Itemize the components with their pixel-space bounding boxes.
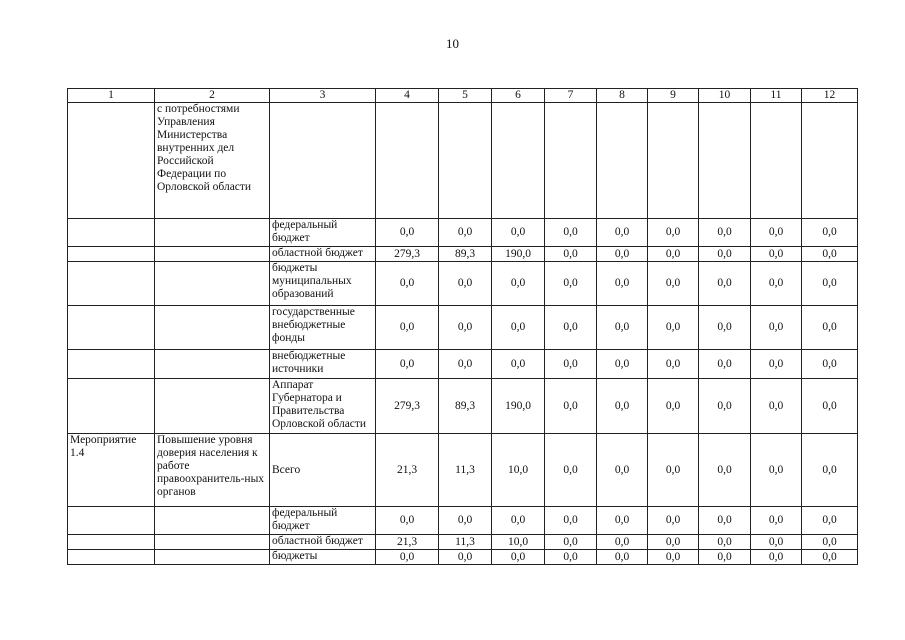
value-cell: 0,0 xyxy=(545,247,597,262)
table-row xyxy=(68,550,858,565)
funding-source-cell: областной бюджет xyxy=(270,247,376,262)
value-cell: 0,0 xyxy=(439,350,492,379)
value-cell xyxy=(597,103,648,219)
value-cell: 0,0 xyxy=(699,507,751,535)
value-cell: 0,0 xyxy=(545,262,597,306)
value-cell: 0,0 xyxy=(802,507,858,535)
value-cell: 0,0 xyxy=(751,507,802,535)
column-header: 5 xyxy=(439,89,492,103)
value-cell: 0,0 xyxy=(802,219,858,247)
activity-cell xyxy=(68,247,155,262)
value-cell: 0,0 xyxy=(492,262,545,306)
value-cell: 0,0 xyxy=(699,535,751,550)
value-cell: 21,3 xyxy=(376,535,439,550)
value-cell: 0,0 xyxy=(545,379,597,434)
activity-cell xyxy=(68,535,155,550)
funding-source-cell: Всего xyxy=(270,434,376,507)
value-cell: 0,0 xyxy=(699,350,751,379)
value-cell: 0,0 xyxy=(699,247,751,262)
column-header: 3 xyxy=(270,89,376,103)
value-cell: 0,0 xyxy=(751,219,802,247)
value-cell: 0,0 xyxy=(439,262,492,306)
table-row xyxy=(68,262,858,306)
description-cell xyxy=(155,247,270,262)
value-cell: 0,0 xyxy=(376,550,439,565)
value-cell: 0,0 xyxy=(597,262,648,306)
budget-table xyxy=(67,88,858,565)
table-row xyxy=(68,535,858,550)
funding-source-cell: внебюджетные источники xyxy=(270,350,376,379)
table-row xyxy=(68,350,858,379)
value-cell: 0,0 xyxy=(802,434,858,507)
value-cell: 0,0 xyxy=(802,350,858,379)
activity-cell xyxy=(68,262,155,306)
column-header: 4 xyxy=(376,89,439,103)
value-cell: 0,0 xyxy=(802,247,858,262)
value-cell: 0,0 xyxy=(545,507,597,535)
value-cell: 0,0 xyxy=(545,535,597,550)
value-cell: 10,0 xyxy=(492,535,545,550)
page-number: 10 xyxy=(446,36,459,51)
value-cell: 0,0 xyxy=(439,306,492,350)
value-cell: 0,0 xyxy=(597,550,648,565)
value-cell: 0,0 xyxy=(699,434,751,507)
funding-source-cell: федеральный бюджет xyxy=(270,507,376,535)
value-cell: 0,0 xyxy=(439,550,492,565)
value-cell: 0,0 xyxy=(648,350,699,379)
value-cell: 0,0 xyxy=(751,379,802,434)
value-cell: 0,0 xyxy=(376,262,439,306)
value-cell: 0,0 xyxy=(751,434,802,507)
funding-source-cell: государственные внебюджетные фонды xyxy=(270,306,376,350)
value-cell: 0,0 xyxy=(545,219,597,247)
value-cell: 0,0 xyxy=(802,550,858,565)
activity-cell xyxy=(68,306,155,350)
value-cell: 0,0 xyxy=(751,262,802,306)
activity-cell: Мероприятие 1.4 xyxy=(68,434,155,507)
value-cell: 89,3 xyxy=(439,379,492,434)
value-cell: 0,0 xyxy=(597,379,648,434)
value-cell: 0,0 xyxy=(648,550,699,565)
value-cell: 0,0 xyxy=(545,350,597,379)
value-cell: 0,0 xyxy=(597,434,648,507)
value-cell: 0,0 xyxy=(751,550,802,565)
value-cell: 0,0 xyxy=(376,219,439,247)
value-cell: 0,0 xyxy=(648,507,699,535)
value-cell: 190,0 xyxy=(492,247,545,262)
value-cell: 0,0 xyxy=(648,379,699,434)
value-cell: 0,0 xyxy=(802,262,858,306)
value-cell xyxy=(545,103,597,219)
value-cell xyxy=(751,103,802,219)
table-row xyxy=(68,507,858,535)
funding-source-cell xyxy=(270,103,376,219)
description-cell xyxy=(155,507,270,535)
value-cell: 89,3 xyxy=(439,247,492,262)
value-cell: 10,0 xyxy=(492,434,545,507)
value-cell: 0,0 xyxy=(492,350,545,379)
value-cell: 0,0 xyxy=(648,219,699,247)
value-cell xyxy=(802,103,858,219)
value-cell: 0,0 xyxy=(545,306,597,350)
table-row xyxy=(68,103,858,219)
value-cell: 0,0 xyxy=(648,535,699,550)
column-header: 6 xyxy=(492,89,545,103)
description-cell xyxy=(155,219,270,247)
value-cell xyxy=(648,103,699,219)
description-cell xyxy=(155,350,270,379)
value-cell: 0,0 xyxy=(802,379,858,434)
table-row xyxy=(68,306,858,350)
value-cell: 0,0 xyxy=(439,219,492,247)
value-cell: 0,0 xyxy=(597,306,648,350)
funding-source-cell: бюджеты муниципальных образований xyxy=(270,262,376,306)
column-header: 1 xyxy=(68,89,155,103)
value-cell: 0,0 xyxy=(699,219,751,247)
value-cell: 0,0 xyxy=(376,306,439,350)
description-cell: с потребностями Управления Министерства внутренних дел Российской Федерации по Орловской области xyxy=(155,103,270,219)
funding-source-cell: Аппарат Губернатора и Правительства Орловской области xyxy=(270,379,376,434)
value-cell: 0,0 xyxy=(751,535,802,550)
value-cell: 0,0 xyxy=(492,306,545,350)
value-cell xyxy=(439,103,492,219)
table-row xyxy=(68,434,858,507)
value-cell xyxy=(699,103,751,219)
activity-cell xyxy=(68,350,155,379)
value-cell: 0,0 xyxy=(597,507,648,535)
value-cell: 0,0 xyxy=(751,306,802,350)
value-cell: 11,3 xyxy=(439,535,492,550)
value-cell: 0,0 xyxy=(648,434,699,507)
value-cell: 21,3 xyxy=(376,434,439,507)
funding-source-cell: федеральный бюджет xyxy=(270,219,376,247)
column-header: 11 xyxy=(751,89,802,103)
activity-cell xyxy=(68,219,155,247)
activity-cell xyxy=(68,507,155,535)
funding-source-cell: областной бюджет xyxy=(270,535,376,550)
table-row xyxy=(68,219,858,247)
value-cell: 0,0 xyxy=(376,507,439,535)
column-header: 12 xyxy=(802,89,858,103)
value-cell: 0,0 xyxy=(492,507,545,535)
table-row xyxy=(68,247,858,262)
value-cell: 11,3 xyxy=(439,434,492,507)
value-cell: 0,0 xyxy=(751,247,802,262)
activity-cell xyxy=(68,379,155,434)
description-cell xyxy=(155,379,270,434)
value-cell: 0,0 xyxy=(597,219,648,247)
value-cell: 190,0 xyxy=(492,379,545,434)
value-cell: 0,0 xyxy=(597,535,648,550)
description-cell xyxy=(155,306,270,350)
description-cell xyxy=(155,535,270,550)
value-cell: 0,0 xyxy=(648,247,699,262)
value-cell: 0,0 xyxy=(699,379,751,434)
value-cell: 0,0 xyxy=(699,306,751,350)
value-cell: 0,0 xyxy=(376,350,439,379)
column-header: 9 xyxy=(648,89,699,103)
value-cell: 0,0 xyxy=(802,306,858,350)
value-cell xyxy=(492,103,545,219)
funding-source-cell: бюджеты xyxy=(270,550,376,565)
value-cell: 0,0 xyxy=(699,550,751,565)
header-row xyxy=(68,89,858,103)
value-cell: 279,3 xyxy=(376,247,439,262)
description-cell xyxy=(155,262,270,306)
value-cell: 0,0 xyxy=(648,262,699,306)
activity-cell xyxy=(68,103,155,219)
value-cell: 0,0 xyxy=(699,262,751,306)
value-cell: 0,0 xyxy=(751,350,802,379)
column-header: 7 xyxy=(545,89,597,103)
column-header: 10 xyxy=(699,89,751,103)
value-cell xyxy=(376,103,439,219)
value-cell: 0,0 xyxy=(545,550,597,565)
value-cell: 0,0 xyxy=(802,535,858,550)
column-header: 2 xyxy=(155,89,270,103)
value-cell: 0,0 xyxy=(597,350,648,379)
value-cell: 0,0 xyxy=(492,219,545,247)
value-cell: 0,0 xyxy=(545,434,597,507)
value-cell: 0,0 xyxy=(492,550,545,565)
activity-cell xyxy=(68,550,155,565)
value-cell: 0,0 xyxy=(648,306,699,350)
description-cell xyxy=(155,550,270,565)
value-cell: 279,3 xyxy=(376,379,439,434)
column-header: 8 xyxy=(597,89,648,103)
value-cell: 0,0 xyxy=(597,247,648,262)
table-row xyxy=(68,379,858,434)
value-cell: 0,0 xyxy=(439,507,492,535)
description-cell: Повышение уровня доверия населения к работе правоохранитель-ных органов xyxy=(155,434,270,507)
